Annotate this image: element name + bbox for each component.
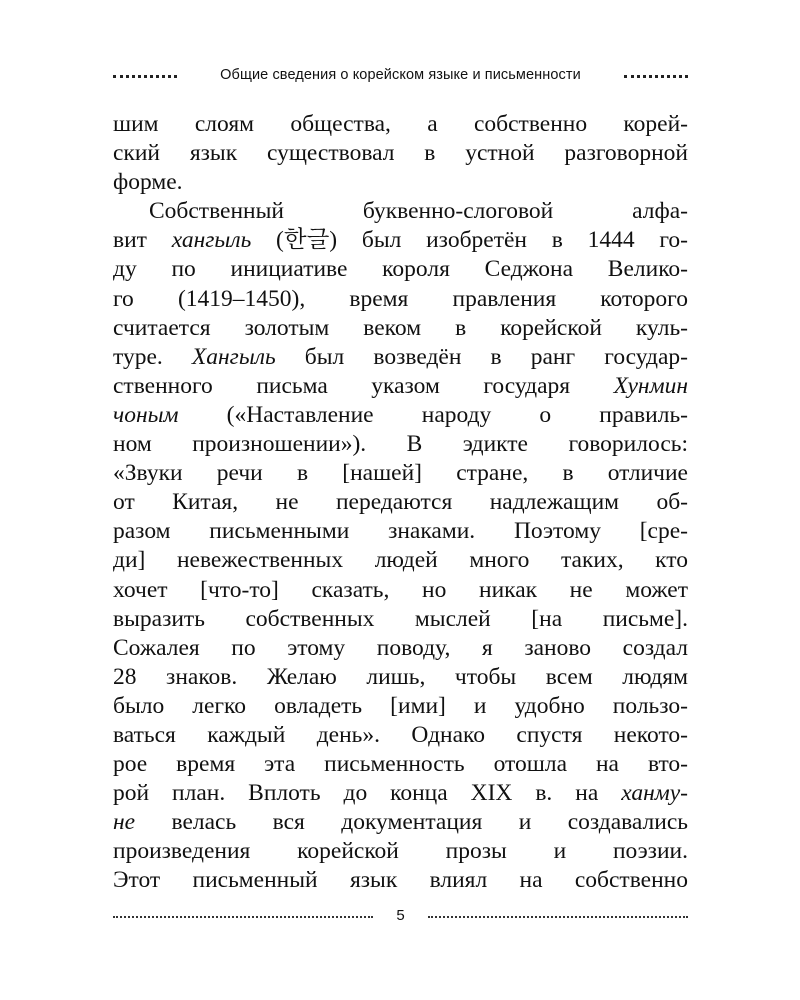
text-line-16: ди] невежественных людей много таких, кто: [113, 547, 688, 574]
text-line-14: от Китая, не передаются надлежащим об-: [113, 489, 688, 516]
text-line-21: было легко овладеть [ими] и удобно пользо-: [113, 692, 688, 719]
text-line-17: хочет [что-то] сказать, но никак не может: [113, 576, 688, 603]
text-line-7: го (1419–1450), время правления которого: [113, 285, 688, 312]
text-line-25: не велась вся документация и создавались: [113, 809, 688, 836]
text-line-3: форме.: [113, 169, 183, 196]
term-hanmune: ханму-: [621, 780, 688, 807]
text-line-13: «Звуки речи в [нашей] стране, в отличие: [113, 460, 688, 487]
header-dots-right: [624, 75, 688, 78]
text-line-11: чоным («Наставление народу о правиль-: [113, 401, 688, 428]
text-line-26: произведения корейской прозы и поэзии.: [113, 838, 688, 865]
page-number: 5: [396, 907, 405, 924]
running-header-title: Общие сведения о корейском языке и письменности: [220, 67, 581, 83]
footer-dots-right: [428, 916, 688, 918]
text-line-2: ский язык существовал в устной разговорной: [113, 140, 688, 167]
running-header: [113, 66, 688, 88]
text-line-20: 28 знаков. Желаю лишь, чтобы всем людям: [113, 663, 688, 690]
text-line-12: ном произношении»). В эдикте говорилось:: [113, 431, 688, 458]
text-line-24: рой план. Вплоть до конца XIX в. на ханму-: [113, 780, 688, 807]
text-line-27: Этот письменный язык влиял на собственно: [113, 867, 688, 894]
text-line-22: ваться каждый день». Однако спустя некото-: [113, 721, 688, 748]
text-line-10: ственного письма указом государя Хунмин: [113, 372, 688, 399]
text-line-23: рое время эта письменность отошла на вто-: [113, 751, 688, 778]
term-hunmin: Хунмин: [613, 372, 688, 399]
text-line-6: ду по инициативе короля Седжона Велико-: [113, 256, 688, 283]
text-line-19: Сожалея по этому поводу, я заново создал: [113, 634, 688, 661]
text-line-15: разом письменными знаками. Поэтому [сре-: [113, 518, 688, 545]
text-line-1: шим слоям общества, а собственно корей-: [113, 111, 688, 137]
term-hangul: хангыль: [171, 227, 252, 254]
page-footer: [113, 906, 688, 928]
term-chonym: чоным: [113, 401, 179, 428]
term-hanmune: не: [113, 809, 136, 836]
term-hangul: Хангыль: [191, 343, 276, 370]
main-text: [113, 110, 688, 896]
text-line-4: Собственный буквенно-слоговой алфа-: [149, 198, 688, 225]
text-line-5: вит хангыль (한글) был изобретён в 1444 го-: [113, 227, 688, 254]
text-line-18: выразить собственных мыслей [на письме].: [113, 605, 688, 632]
text-line-8: считается золотым веком в корейской куль-: [113, 314, 688, 341]
text-line-9: туре. Хангыль был возведён в ранг государ-: [113, 343, 689, 370]
